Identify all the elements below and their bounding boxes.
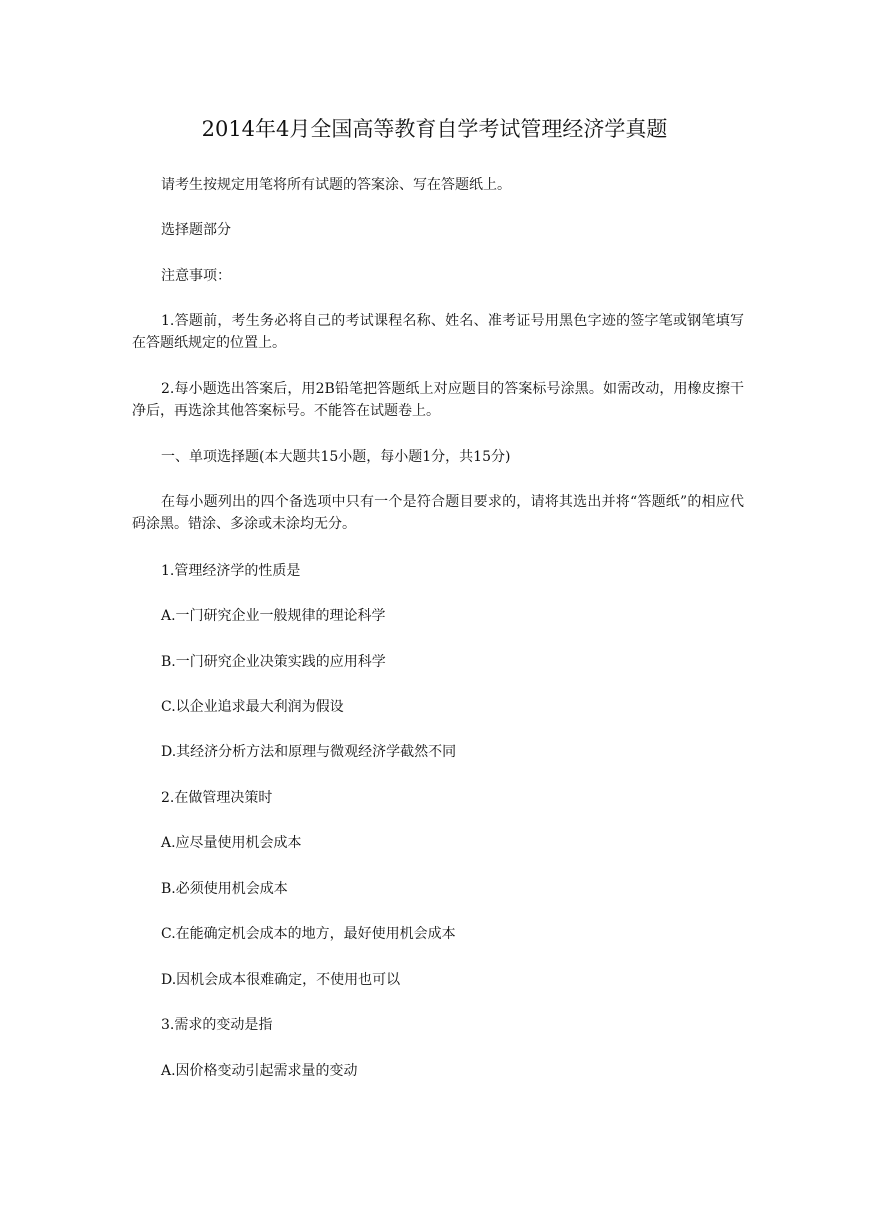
document-title: 2014年4月全国高等教育自学考试管理经济学真题: [201, 117, 668, 141]
question-2-option-b: B.必须使用机会成本: [161, 881, 288, 897]
question-2-option-d: D.因机会成本很难确定，不使用也可以: [161, 972, 401, 988]
note-item-1: 1.答题前，考生务必将自己的考试课程名称、姓名、准考证号用黑色字迹的签字笔或钢笔填写在答题纸规定的位置上。: [132, 313, 744, 351]
question-2-option-c: C.在能确定机会成本的地方，最好使用机会成本: [161, 926, 456, 942]
part-one-instructions: 在每小题列出的四个备选项中只有一个是符合题目要求的，请将其选出并将“答题纸”的相应代码涂黑。错涂、多涂或未涂均无分。: [132, 494, 744, 532]
question-1-option-c: C.以企业追求最大利润为假设: [161, 699, 344, 715]
question-1-option-a: A.一门研究企业一般规律的理论科学: [161, 608, 386, 624]
question-2-option-a: A.应尽量使用机会成本: [161, 835, 302, 851]
question-2: 2.在做管理决策时: [161, 790, 273, 806]
section-heading-choice: 选择题部分: [161, 222, 231, 238]
question-1-option-d: D.其经济分析方法和原理与微观经济学截然不同: [161, 744, 457, 760]
instruction-paragraph: 请考生按规定用笔将所有试题的答案涂、写在答题纸上。: [161, 177, 511, 193]
note-item-2: 2.每小题选出答案后，用2B铅笔把答题纸上对应题目的答案标号涂黑。如需改动，用橡皮擦干净后，再选涂其他答案标号。不能答在试题卷上。: [132, 381, 744, 419]
question-1-option-b: B.一门研究企业决策实践的应用科学: [161, 654, 386, 670]
notes-heading: 注意事项：: [161, 268, 231, 284]
question-1: 1.管理经济学的性质是: [161, 563, 301, 579]
question-3-option-a: A.因价格变动引起需求量的变动: [161, 1063, 358, 1079]
part-one-heading: 一、单项选择题(本大题共15小题，每小题1分，共15分): [161, 449, 511, 465]
question-3: 3.需求的变动是指: [161, 1017, 273, 1033]
